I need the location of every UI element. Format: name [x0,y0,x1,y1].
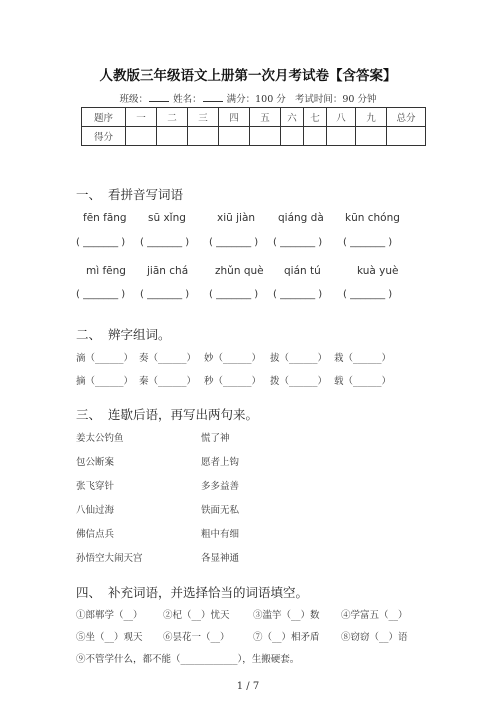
class-blank [149,92,169,102]
score-input-cell[interactable] [304,127,327,146]
score-input-cell[interactable] [387,127,426,146]
score-input-cell[interactable] [188,127,219,146]
xiehouyu-left-item[interactable]: 姜太公钓鱼 [76,433,124,444]
answer-blank[interactable]: ( _______ ) [209,289,259,300]
char-compare-item[interactable]: 秦（______） [139,376,197,387]
section-3-heading [76,405,258,423]
xiehouyu-left-item[interactable]: 孙悟空大闹天宫 [76,553,143,564]
score-input-cell[interactable] [157,127,188,146]
answer-blank[interactable]: ( _______ ) [343,289,393,300]
pinyin-item: zhǔn què [215,265,264,277]
xiehouyu-right-item[interactable]: 愿者上钩 [201,457,240,468]
section-1-number: 一、 [76,187,102,202]
answer-blank[interactable]: ( _______ ) [76,237,126,248]
pinyin-item: kūn chóng [345,212,400,224]
score-header-cell: 二 [157,108,188,127]
idiom-fill-item[interactable]: ④学富五（__） [341,610,408,621]
fill-sentence[interactable]: ⑨不管学什么，都不能（____________），生搬硬套。 [76,654,300,665]
answer-blank[interactable]: ( _______ ) [140,237,190,248]
pinyin-item: mì fēng [86,265,126,277]
pinyin-item: jiān chá [147,265,189,277]
score-header-cell: 九 [356,108,387,127]
score-header-cell: 八 [327,108,356,127]
score-input-cell[interactable] [327,127,356,146]
class-label: 班级： [119,94,149,105]
pinyin-item: qiáng dà [278,212,324,224]
score-header-cell: 一 [126,108,157,127]
section-2-number: 二、 [76,327,102,342]
pinyin-item: qián tú [284,265,321,277]
exam-meta [0,91,496,105]
name-blank [203,92,223,102]
char-compare-item[interactable]: 奏（______） [139,353,197,364]
char-compare-item[interactable]: 摘（______） [76,376,134,387]
score-header-cell: 六 [281,108,304,127]
score-header-cell: 总分 [387,108,426,127]
time-label: 考试时间：90 分钟 [294,94,377,105]
score-input-cell[interactable] [126,127,157,146]
answer-blank[interactable]: ( _______ ) [209,237,259,248]
answer-blank[interactable]: ( _______ ) [273,289,323,300]
idiom-fill-item[interactable]: ②杞（__）忧天 [163,610,230,621]
xiehouyu-right-item[interactable]: 粗中有细 [201,529,240,540]
score-table-score-row [82,127,426,146]
score-header-cell: 题序 [82,108,126,127]
char-compare-item[interactable]: 拔（______） [270,353,328,364]
section-2-title: 辨字组词。 [108,327,171,342]
idiom-fill-item[interactable]: ⑦（__）相矛盾 [253,632,320,643]
answer-blank[interactable]: ( _______ ) [140,289,190,300]
idiom-fill-item[interactable]: ⑧窃窃（__）语 [341,632,408,643]
section-2-heading [76,325,171,343]
pinyin-item: fēn fāng [83,212,127,224]
idiom-fill-item[interactable]: ⑥昙花一（__） [163,632,230,643]
score-header-cell: 三 [188,108,219,127]
char-compare-item[interactable]: 秒（______） [204,376,262,387]
xiehouyu-left-item[interactable]: 张飞穿针 [76,481,115,492]
score-header-cell: 七 [304,108,327,127]
score-header-cell: 五 [250,108,281,127]
char-compare-item[interactable]: 栽（______） [334,353,392,364]
score-label: 满分：100 分 [226,94,286,105]
xiehouyu-left-item[interactable]: 佛信点兵 [76,529,115,540]
section-1-title: 看拼音写词语 [108,187,184,202]
section-1-heading [76,185,183,203]
score-input-cell[interactable] [250,127,281,146]
xiehouyu-left-item[interactable]: 包公断案 [76,457,115,468]
xiehouyu-right-item[interactable]: 各显神通 [201,553,240,564]
answer-blank[interactable]: ( _______ ) [273,237,323,248]
pinyin-item: sū xǐng [148,212,186,224]
idiom-fill-item[interactable]: ③滥竽（__）数 [253,610,320,621]
section-4-heading [76,583,308,601]
page-number: 1 / 7 [236,681,260,692]
section-4-number: 四、 [76,585,102,600]
idiom-fill-item[interactable]: ⑤坐（__）观天 [76,632,143,643]
xiehouyu-left-item[interactable]: 八仙过海 [76,505,115,516]
char-compare-item[interactable]: 妙（______） [204,353,262,364]
score-header-cell: 四 [219,108,250,127]
score-input-cell[interactable] [356,127,387,146]
idiom-fill-item[interactable]: ①郎郸学（__） [76,610,143,621]
page-title: 人教版三年级语文上册第一次月考试卷【含答案】 [99,68,397,84]
char-compare-item[interactable]: 滴（______） [76,353,134,364]
section-3-number: 三、 [76,407,102,422]
xiehouyu-right-item[interactable]: 多多益善 [201,481,240,492]
xiehouyu-right-item[interactable]: 慌了神 [201,433,230,444]
answer-blank[interactable]: ( _______ ) [76,289,126,300]
pinyin-item: kuà yuè [357,265,399,277]
score-input-cell[interactable] [219,127,250,146]
pinyin-item: xiū jiàn [217,212,256,224]
answer-blank[interactable]: ( _______ ) [343,237,393,248]
score-input-cell[interactable] [281,127,304,146]
section-4-title: 补充词语，并选择恰当的词语填空。 [108,585,309,600]
score-row-label: 得分 [82,127,126,146]
section-3-title: 连歇后语，再写出两句来。 [108,407,259,422]
xiehouyu-right-item[interactable]: 铁面无私 [201,505,240,516]
char-compare-item[interactable]: 拨（______） [270,376,328,387]
score-table-header-row [82,108,426,127]
score-table [81,107,426,146]
name-label: 姓名： [173,94,202,105]
char-compare-item[interactable]: 载（______） [334,376,392,387]
